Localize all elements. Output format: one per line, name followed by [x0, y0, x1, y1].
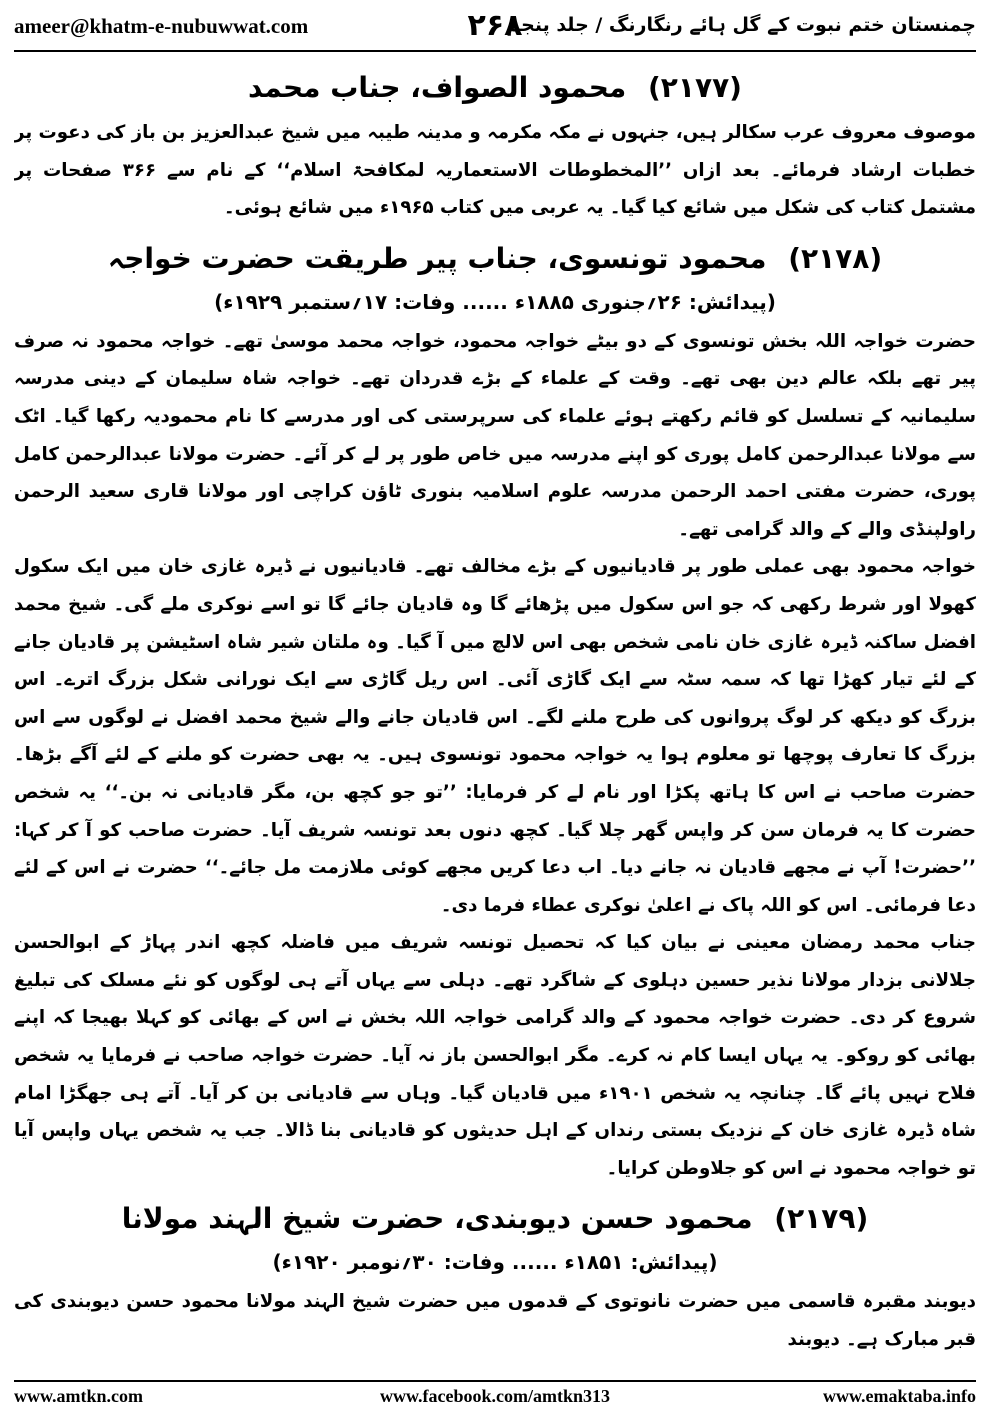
section-heading	[14, 1197, 976, 1241]
body-paragraph: دیوبند مقبرہ قاسمی میں حضرت نانوتوی کے قدموں میں حضرت شیخ الہند مولانا محمود حسن دیوبندی کی قبر مبارک ہے۔ دیوبند	[14, 1291, 976, 1351]
section-dates: (پیدائش: ۲۶؍جنوری ۱۸۸۵ء ...... وفات: ۱۷؍ستمبر ۱۹۲۹ء)	[214, 289, 776, 314]
section-title: محمود حسن دیوبندی، حضرت شیخ الہند مولانا	[121, 1202, 753, 1236]
body-paragraph: موصوف معروف عرب سکالر ہیں، جنہوں نے مکہ مکرمہ و مدینہ طیبہ میں شیخ عبدالعزیز بن باز کی دعوت پر خطبات ارشاد فرمائے۔ بعد ازاں ’’المخطوطات الاستعماریہ لمکافحۃ اسلام‘‘ کے نام سے ۳۶۶ صفحات پر مشتمل کتاب کی شکل میں شائع کیا گیا۔ یہ عربی میں کتاب ۱۹۶۵ء میں شائع ہوئی۔	[14, 122, 976, 219]
footer-divider	[14, 1380, 976, 1382]
footer-link-left[interactable]: www.amtkn.com	[14, 1386, 143, 1406]
section-title: محمود الصواف، جناب محمد	[248, 71, 627, 104]
section-number: (۲۱۷۸)	[788, 241, 883, 275]
page-number: ۲۶۸	[467, 8, 523, 43]
section-title: محمود تونسوی، جناب پیر طریقت حضرت خواجہ	[107, 241, 767, 275]
book-title: چمنستان ختم نبوت کے گل ہائے رنگارنگ / جلد پنجم	[506, 14, 976, 36]
body-paragraph: خواجہ محمود بھی عملی طور پر قادیانیوں کے بڑے مخالف تھے۔ قادیانیوں نے ڈیرہ غازی خان میں ایک سکول کھولا اور شرط رکھی کہ جو اس سکول میں پڑھائے گا وہ قادیان جائے گا تو اسے نوکری ملے گی۔ شیخ محمد افضل ساکنہ ڈیرہ غازی خان نامی شخص بھی اس لالچ میں آ گیا۔ وہ ملتان شیر شاہ اسٹیشن پر قادیان جانے کے لئے تیار کھڑا تھا کہ سمہ سٹہ سے ایک گاڑی آئی۔ اس ریل گاڑی سے ایک نورانی شکل بزرگ اترے۔ اس بزرگ کو دیکھ کر لوگ پروانوں کی طرح ملنے لگے۔ اس قادیان جانے والے شیخ محمد افضل نے لوگوں سے اس بزرگ کا تعارف پوچھا تو معلوم ہوا یہ خواجہ محمود تونسوی ہیں۔ یہ بھی حضرت کو ملنے کے لئے آگے بڑھا۔ حضرت صاحب نے اس کا ہاتھ پکڑا اور نام لے کر فرمایا: ’’تو جو کچھ بن، مگر قادیانی نہ بن۔‘‘ یہ شخص حضرت کا یہ فرمان سن کر واپس گھر چلا گیا۔ کچھ دنوں بعد تونسہ شریف آیا۔ حضرت صاحب کو آ کر کہا: ’’حضرت! آپ نے مجھے قادیان نہ جانے دیا۔ اب دعا کریں مجھے کوئی ملازمت مل جائے۔‘‘ حضرت نے اس کے لئے دعا فرمائی۔ اس کو اللہ پاک نے اعلیٰ نوکری عطاء فرما دی۔	[14, 556, 976, 916]
footer-link-right[interactable]: www.emaktaba.info	[822, 1386, 976, 1406]
page-body	[14, 56, 976, 1376]
footer-link-center[interactable]: www.facebook.com/amtkn313	[380, 1386, 610, 1406]
body-paragraph: حضرت خواجہ اللہ بخش تونسوی کے دو بیٹے خواجہ محمود، خواجہ محمد موسیٰ تھے۔ خواجہ محمود نہ صرف پیر تھے بلکہ عالم دین بھی تھے۔ وقت کے علماء کے بڑے قدردان تھے۔ خواجہ شاہ سلیمان کے دینی مدرسہ سلیمانیہ کے تسلسل کو قائم رکھتے ہوئے علماء کی سرپرستی کی اور مدرسے کا نام محمودیہ رکھا گیا۔ اٹک سے مولانا عبدالرحمن کامل پوری کو اپنے مدرسہ میں خاص طور پر لے کر آئے۔ حضرت مولانا عبدالرحمن کامل پوری، حضرت مفتی احمد الرحمن مدرسہ علوم اسلامیہ بنوری ٹاؤن کراچی اور مولانا قاری سعید الرحمن راولپنڈی والے کے والد گرامی تھے۔	[14, 330, 976, 540]
body-paragraph: جناب محمد رمضان معینی نے بیان کیا کہ تحصیل تونسہ شریف میں فاضلہ کچھ اندر پہاڑ کے ابوالحسن جلالانی بزدار مولانا نذیر حسین دہلوی کے شاگرد تھے۔ دہلی سے یہاں آتے ہی لوگوں کو نئے مسلک کی تبلیغ شروع کر دی۔ حضرت خواجہ محمود کے والد گرامی خواجہ اللہ بخش نے اس کے بھائی کو کہلا بھیجا کہ اپنے بھائی کو روکو۔ یہ یہاں ایسا کام نہ کرے۔ مگر ابوالحسن باز نہ آیا۔ حضرت خواجہ صاحب نے فرمایا یہ شخص فلاح نہیں پائے گا۔ چنانچہ یہ شخص ۱۹۰۱ء میں قادیان گیا۔ وہاں سے قادیانی بن کر آیا۔ آتے ہی جھگڑا امام شاہ ڈیرہ غازی خان کے نزدیک بستی رنداں کے اہل حدیثوں کو قادیانی بنا ڈالا۔ جب یہ شخص یہاں واپس آیا تو خواجہ محمود نے اس کو جلاوطن کرایا۔	[14, 932, 976, 1179]
page-footer	[14, 1386, 976, 1414]
section-number: (۲۱۷۷)	[648, 71, 742, 104]
section-number: (۲۱۷۹)	[774, 1202, 869, 1236]
section-dates: (پیدائش: ۱۸۵۱ء ...... وفات: ۳۰؍نومبر ۱۹۲۰ء)	[272, 1250, 718, 1275]
section-heading	[14, 66, 976, 110]
header-divider	[14, 50, 976, 52]
section-heading	[14, 237, 976, 281]
header-email: ameer@khatm-e-nubuwwat.com	[14, 14, 309, 38]
